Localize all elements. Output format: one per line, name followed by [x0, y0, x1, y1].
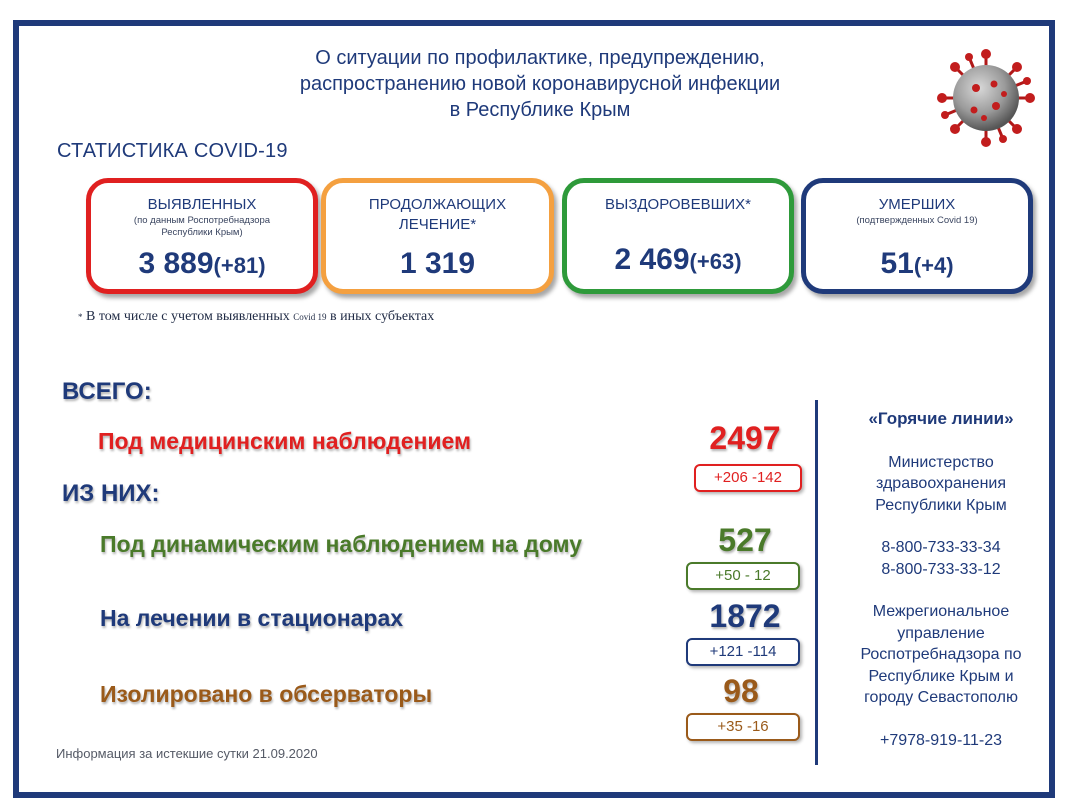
footnote: * В том числе с учетом выявленных Covid 19 в иных субъектах	[78, 309, 435, 324]
row-value-medical-observation: 2497	[709, 420, 781, 456]
row-value-observatory: 98	[723, 673, 759, 709]
row-label-medical-observation: Под медицинским наблюдением	[98, 428, 472, 454]
card-deceased-label: УМЕРШИХ	[878, 196, 956, 213]
card-in-treatment-label: ПРОДОЛЖАЮЩИХ ЛЕЧЕНИЕ*	[368, 196, 507, 233]
row-delta-medical-observation: +206 -142	[694, 464, 802, 492]
row-value-home-observation: 527	[718, 522, 772, 558]
card-in-treatment-value: 1 319	[399, 247, 476, 280]
card-recovered-label: ВЫЗДОРОВЕВШИХ*	[605, 196, 751, 213]
card-in-treatment	[321, 178, 554, 294]
card-detected-value: 3 889(+81)	[138, 247, 266, 280]
card-deceased-value: 51(+4)	[880, 247, 954, 280]
card-deceased	[801, 178, 1033, 294]
card-recovered-value: 2 469(+63)	[614, 243, 742, 276]
vertical-divider	[815, 400, 818, 765]
card-recovered	[562, 178, 794, 294]
card-deceased-delta: (+4)	[913, 253, 954, 278]
card-deceased-sub: (подтвержденных Covid 19)	[856, 215, 978, 226]
row-delta-hospital: +121 -114	[686, 638, 800, 666]
card-detected	[86, 178, 318, 294]
of-them-heading: ИЗ НИХ:	[62, 480, 160, 507]
card-detected-delta: (+81)	[213, 253, 266, 278]
row-label-hospital: На лечении в стационарах	[100, 605, 404, 631]
row-delta-observatory: +35 -16	[686, 713, 800, 741]
total-heading: ВСЕГО:	[62, 378, 152, 405]
statistics-heading: СТАТИСТИКА COVID-19	[57, 140, 288, 162]
hotline-phone-2: 8-800-733-33-12	[881, 560, 1001, 578]
coronavirus-icon	[936, 48, 1036, 148]
hotline-phone-1: 8-800-733-33-34	[881, 539, 1001, 556]
card-detected-sub: (по данным Роспотребнадзора Республики Крым)	[133, 215, 271, 238]
hotline-phone-3: +7978-919-11-23	[879, 731, 1003, 749]
info-date: Информация за истекшие сутки 21.09.2020	[56, 746, 318, 761]
row-value-hospital: 1872	[709, 598, 781, 634]
hotlines-title: «Горячие линии»	[868, 409, 1014, 428]
hotlines-panel: «Горячие линии» Министерство здравоохранения Республики Крым 8-800-733-33-34 8-800-733-33-12 Межрегиональное управление Роспотребнадзора по Республике Крым и городу Севастополю +7978-919-11-23	[830, 408, 1052, 751]
row-label-observatory: Изолировано в обсерваторы	[100, 681, 433, 707]
row-delta-home-observation: +50 - 12	[686, 562, 800, 590]
card-detected-label: ВЫЯВЛЕННЫХ	[147, 196, 257, 213]
row-label-home-observation: Под динамическим наблюдением на дому	[100, 531, 583, 557]
card-recovered-delta: (+63)	[689, 249, 742, 274]
page-title: О ситуации по профилактике, предупреждению, распространению новой коронавирусной инфекции в Республике Крым	[299, 47, 781, 121]
